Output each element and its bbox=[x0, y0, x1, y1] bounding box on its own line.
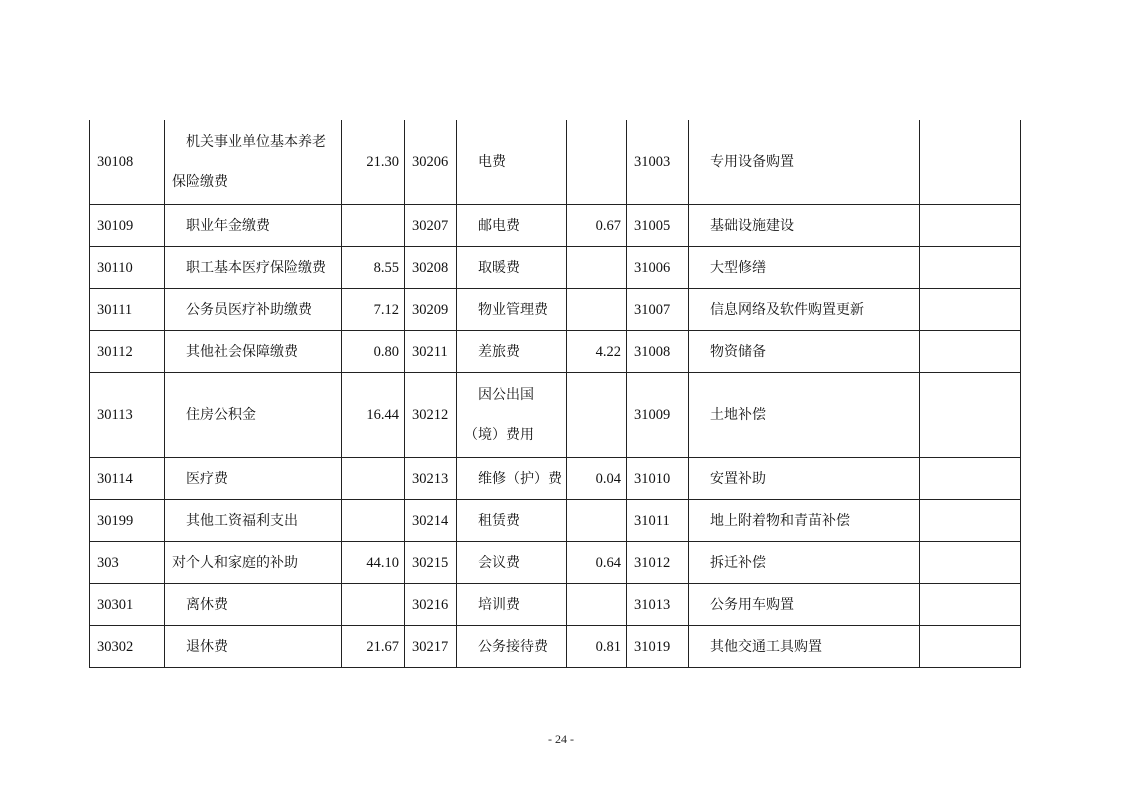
econ-code-cell: 31007 bbox=[627, 289, 689, 331]
econ-code-cell: 30206 bbox=[405, 120, 457, 205]
econ-code-cell: 31003 bbox=[627, 120, 689, 205]
econ-code-cell: 31013 bbox=[627, 584, 689, 626]
econ-code-cell: 30112 bbox=[90, 331, 165, 373]
econ-code-cell: 30113 bbox=[90, 373, 165, 458]
expense-name-cell bbox=[457, 373, 567, 458]
econ-code-cell: 30212 bbox=[405, 373, 457, 458]
expense-name-cell: 电费 bbox=[457, 120, 567, 205]
amount-cell bbox=[342, 205, 405, 247]
econ-code-cell: 31006 bbox=[627, 247, 689, 289]
expense-name-cell: 基础设施建设 bbox=[689, 205, 920, 247]
amount-cell: 7.12 bbox=[342, 289, 405, 331]
expense-name-cell: 公务接待费 bbox=[457, 626, 567, 668]
amount-cell: 21.67 bbox=[342, 626, 405, 668]
table-row bbox=[90, 205, 1021, 247]
expense-name-cell: 物资储备 bbox=[689, 331, 920, 373]
econ-code-cell: 31008 bbox=[627, 331, 689, 373]
econ-code-cell: 31019 bbox=[627, 626, 689, 668]
amount-cell: 8.55 bbox=[342, 247, 405, 289]
expense-name-cell: 医疗费 bbox=[165, 458, 342, 500]
expense-name-line: 保险缴费 bbox=[172, 174, 228, 190]
expense-name-cell: 安置补助 bbox=[689, 458, 920, 500]
table-row bbox=[90, 331, 1021, 373]
expense-name-cell: 取暖费 bbox=[457, 247, 567, 289]
expense-name-cell: 会议费 bbox=[457, 542, 567, 584]
expense-name-cell: 信息网络及软件购置更新 bbox=[689, 289, 920, 331]
econ-code-cell: 30301 bbox=[90, 584, 165, 626]
econ-code-cell: 30108 bbox=[90, 120, 165, 205]
amount-cell bbox=[920, 205, 1021, 247]
expense-name-line: 因公出国 bbox=[478, 387, 534, 403]
amount-cell bbox=[342, 500, 405, 542]
amount-cell bbox=[342, 458, 405, 500]
table-row bbox=[90, 500, 1021, 542]
amount-cell bbox=[567, 247, 627, 289]
amount-cell bbox=[567, 500, 627, 542]
expense-name-cell: 地上附着物和青苗补偿 bbox=[689, 500, 920, 542]
econ-code-cell: 30214 bbox=[405, 500, 457, 542]
expense-name-line: （境）费用 bbox=[464, 427, 534, 443]
expense-name-cell: 专用设备购置 bbox=[689, 120, 920, 205]
expenditure-table bbox=[89, 120, 1021, 668]
expense-name-cell bbox=[165, 120, 342, 205]
econ-code-cell: 30111 bbox=[90, 289, 165, 331]
expense-name-cell: 离休费 bbox=[165, 584, 342, 626]
econ-code-cell: 30211 bbox=[405, 331, 457, 373]
expense-name-cell: 对个人和家庭的补助 bbox=[165, 542, 342, 584]
amount-cell bbox=[567, 373, 627, 458]
table-row bbox=[90, 373, 1021, 458]
econ-code-cell: 30216 bbox=[405, 584, 457, 626]
econ-code-cell: 30302 bbox=[90, 626, 165, 668]
econ-code-cell: 30215 bbox=[405, 542, 457, 584]
amount-cell: 0.80 bbox=[342, 331, 405, 373]
amount-cell: 21.30 bbox=[342, 120, 405, 205]
econ-code-cell: 30208 bbox=[405, 247, 457, 289]
amount-cell: 0.81 bbox=[567, 626, 627, 668]
expense-name-cell: 土地补偿 bbox=[689, 373, 920, 458]
amount-cell: 0.67 bbox=[567, 205, 627, 247]
econ-code-cell: 30209 bbox=[405, 289, 457, 331]
amount-cell bbox=[920, 542, 1021, 584]
expense-name-cell: 住房公积金 bbox=[165, 373, 342, 458]
table-row bbox=[90, 289, 1021, 331]
table-row bbox=[90, 120, 1021, 205]
econ-code-cell: 31005 bbox=[627, 205, 689, 247]
expense-name-cell: 拆迁补偿 bbox=[689, 542, 920, 584]
expense-name-cell: 职工基本医疗保险缴费 bbox=[165, 247, 342, 289]
amount-cell bbox=[342, 584, 405, 626]
econ-code-cell: 31010 bbox=[627, 458, 689, 500]
expense-name-cell: 差旅费 bbox=[457, 331, 567, 373]
amount-cell: 0.64 bbox=[567, 542, 627, 584]
econ-code-cell: 31011 bbox=[627, 500, 689, 542]
expense-name-cell: 退休费 bbox=[165, 626, 342, 668]
table-row bbox=[90, 542, 1021, 584]
amount-cell bbox=[920, 331, 1021, 373]
expense-name-cell: 其他工资福利支出 bbox=[165, 500, 342, 542]
econ-code-cell: 30207 bbox=[405, 205, 457, 247]
table-row bbox=[90, 458, 1021, 500]
expense-name-cell: 租赁费 bbox=[457, 500, 567, 542]
table-row bbox=[90, 626, 1021, 668]
page-number: - 24 - bbox=[548, 732, 574, 746]
econ-code-cell: 31012 bbox=[627, 542, 689, 584]
amount-cell bbox=[920, 120, 1021, 205]
amount-cell bbox=[920, 458, 1021, 500]
amount-cell: 16.44 bbox=[342, 373, 405, 458]
expense-name-cell: 大型修缮 bbox=[689, 247, 920, 289]
amount-cell: 44.10 bbox=[342, 542, 405, 584]
expense-name-cell: 其他社会保障缴费 bbox=[165, 331, 342, 373]
amount-cell bbox=[920, 500, 1021, 542]
econ-code-cell: 30213 bbox=[405, 458, 457, 500]
expense-name-cell: 维修（护）费 bbox=[457, 458, 567, 500]
econ-code-cell: 30114 bbox=[90, 458, 165, 500]
expense-name-cell: 培训费 bbox=[457, 584, 567, 626]
amount-cell: 4.22 bbox=[567, 331, 627, 373]
amount-cell bbox=[920, 373, 1021, 458]
amount-cell bbox=[920, 289, 1021, 331]
amount-cell bbox=[567, 584, 627, 626]
amount-cell bbox=[920, 584, 1021, 626]
econ-code-cell: 30199 bbox=[90, 500, 165, 542]
amount-cell bbox=[920, 247, 1021, 289]
table-row bbox=[90, 247, 1021, 289]
econ-code-cell: 30109 bbox=[90, 205, 165, 247]
econ-code-cell: 31009 bbox=[627, 373, 689, 458]
expense-name-cell: 公务员医疗补助缴费 bbox=[165, 289, 342, 331]
expense-name-cell: 公务用车购置 bbox=[689, 584, 920, 626]
table-row bbox=[90, 584, 1021, 626]
expense-name-line: 机关事业单位基本养老 bbox=[186, 134, 326, 150]
amount-cell bbox=[567, 120, 627, 205]
expense-name-cell: 物业管理费 bbox=[457, 289, 567, 331]
amount-cell: 0.04 bbox=[567, 458, 627, 500]
econ-code-cell: 30217 bbox=[405, 626, 457, 668]
expense-name-cell: 邮电费 bbox=[457, 205, 567, 247]
econ-code-cell: 303 bbox=[90, 542, 165, 584]
amount-cell bbox=[920, 626, 1021, 668]
expense-name-cell: 其他交通工具购置 bbox=[689, 626, 920, 668]
econ-code-cell: 30110 bbox=[90, 247, 165, 289]
expense-name-cell: 职业年金缴费 bbox=[165, 205, 342, 247]
amount-cell bbox=[567, 289, 627, 331]
